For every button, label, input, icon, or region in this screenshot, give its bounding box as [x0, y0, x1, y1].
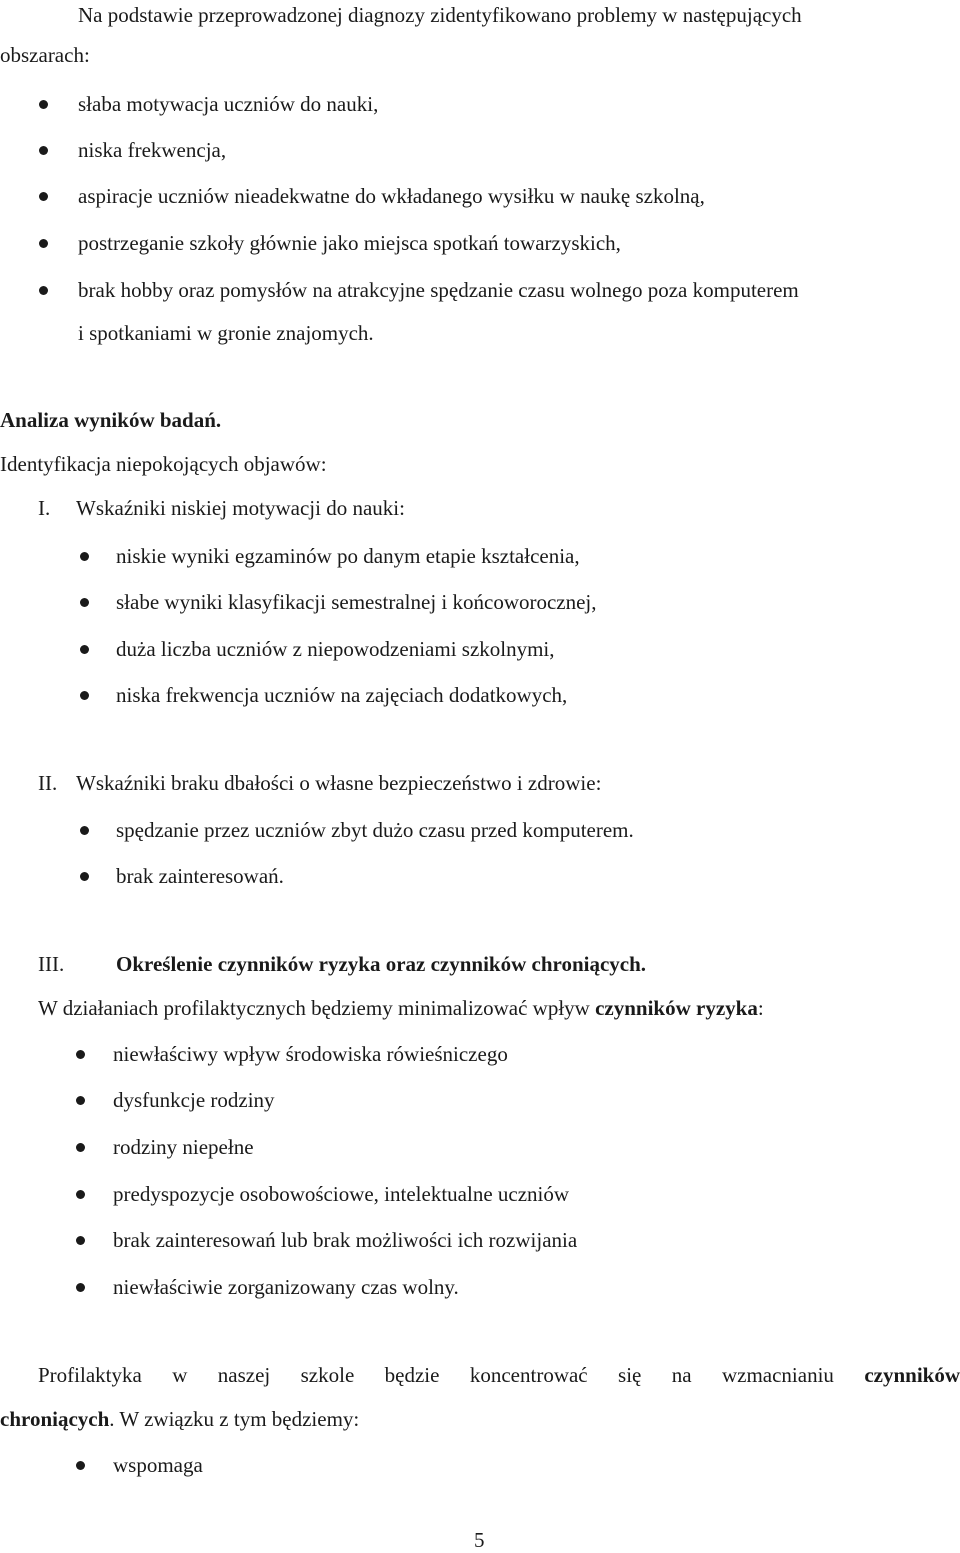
bullet-icon: [76, 1050, 85, 1059]
protective-line-1-bold: czynników: [864, 1363, 960, 1387]
bullet-icon: [76, 1283, 85, 1292]
risk-intro-bold: czynników ryzyka: [595, 996, 758, 1020]
list-item: niskie wyniki egzaminów po danym etapie kształcenia,: [116, 544, 580, 568]
section-1-numeral: I.: [38, 496, 51, 520]
bullet-icon: [39, 286, 48, 295]
bullet-icon: [76, 1190, 85, 1199]
list-item: predyspozycje osobowościowe, intelektualne uczniów: [113, 1182, 570, 1206]
section-3-title: Określenie czynników ryzyka oraz czynników chroniących.: [116, 952, 647, 976]
list-item: słabe wyniki klasyfikacji semestralnej i końcoworocznej,: [116, 590, 597, 614]
bullet-icon: [76, 1461, 85, 1470]
bullet-icon: [80, 691, 89, 700]
bullet-icon: [39, 146, 48, 155]
list-item: rodziny niepełne: [113, 1135, 254, 1159]
list-item: niska frekwencja,: [78, 138, 227, 162]
section-1-title: Wskaźniki niskiej motywacji do nauki:: [76, 496, 405, 520]
risk-intro-trail: :: [757, 996, 764, 1020]
risk-intro-lead: W działaniach profilaktycznych będziemy minimalizować wpływ: [38, 996, 596, 1020]
list-item: słaba motywacja uczniów do nauki,: [78, 92, 379, 116]
list-item: aspiracje uczniów nieadekwatne do wkładanego wysiłku w naukę szkolną,: [78, 184, 705, 208]
list-item: brak hobby oraz pomysłów na atrakcyjne spędzanie czasu wolnego poza komputerem: [78, 278, 799, 302]
list-item: dysfunkcje rodziny: [113, 1088, 275, 1112]
page-number: 5: [474, 1528, 485, 1552]
bullet-icon: [80, 645, 89, 654]
section-3-numeral: III.: [38, 952, 65, 976]
bullet-icon: [39, 239, 48, 248]
bullet-icon: [80, 552, 89, 561]
list-item: spędzanie przez uczniów zbyt dużo czasu przed komputerem.: [116, 818, 634, 842]
list-item: postrzeganie szkoły głównie jako miejsca spotkań towarzyskich,: [78, 231, 621, 255]
bullet-icon: [39, 192, 48, 201]
protective-line-2: [0, 1406, 359, 1432]
protective-line-2-bold: chroniących: [0, 1407, 110, 1431]
intro-line-2: obszarach:: [0, 43, 90, 67]
list-item: brak zainteresowań lub brak możliwości ich rozwijania: [113, 1228, 578, 1252]
list-item: niewłaściwy wpływ środowiska rówieśniczego: [113, 1042, 508, 1066]
bullet-icon: [76, 1143, 85, 1152]
bullet-icon: [80, 598, 89, 607]
bullet-icon: [80, 872, 89, 881]
list-item-continuation: i spotkaniami w gronie znajomych.: [78, 321, 374, 345]
protective-line-2-text: . W związku z tym będziemy:: [109, 1407, 360, 1431]
section-2-numeral: II.: [38, 771, 58, 795]
list-item: wspomaga: [113, 1453, 203, 1477]
analysis-subheading: Identyfikacja niepokojących objawów:: [0, 452, 327, 476]
bullet-icon: [39, 100, 48, 109]
list-item: duża liczba uczniów z niepowodzeniami szkolnymi,: [116, 637, 555, 661]
protective-line-1-text: Profilaktyka w naszej szkole będzie koncentrować się na wzmacnianiu: [38, 1363, 834, 1387]
list-item: niewłaściwie zorganizowany czas wolny.: [113, 1275, 459, 1299]
section-2-title: Wskaźniki braku dbałości o własne bezpieczeństwo i zdrowie:: [76, 771, 602, 795]
list-item: niska frekwencja uczniów na zajęciach dodatkowych,: [116, 683, 568, 707]
list-item: brak zainteresowań.: [116, 864, 284, 888]
bullet-icon: [80, 826, 89, 835]
risk-intro: [38, 995, 764, 1021]
bullet-icon: [76, 1096, 85, 1105]
analysis-heading: Analiza wyników badań.: [0, 408, 222, 432]
intro-line-1: Na podstawie przeprowadzonej diagnozy zidentyfikowano problemy w następujących: [78, 3, 802, 27]
bullet-icon: [76, 1236, 85, 1245]
protective-line-1: [38, 1362, 960, 1388]
